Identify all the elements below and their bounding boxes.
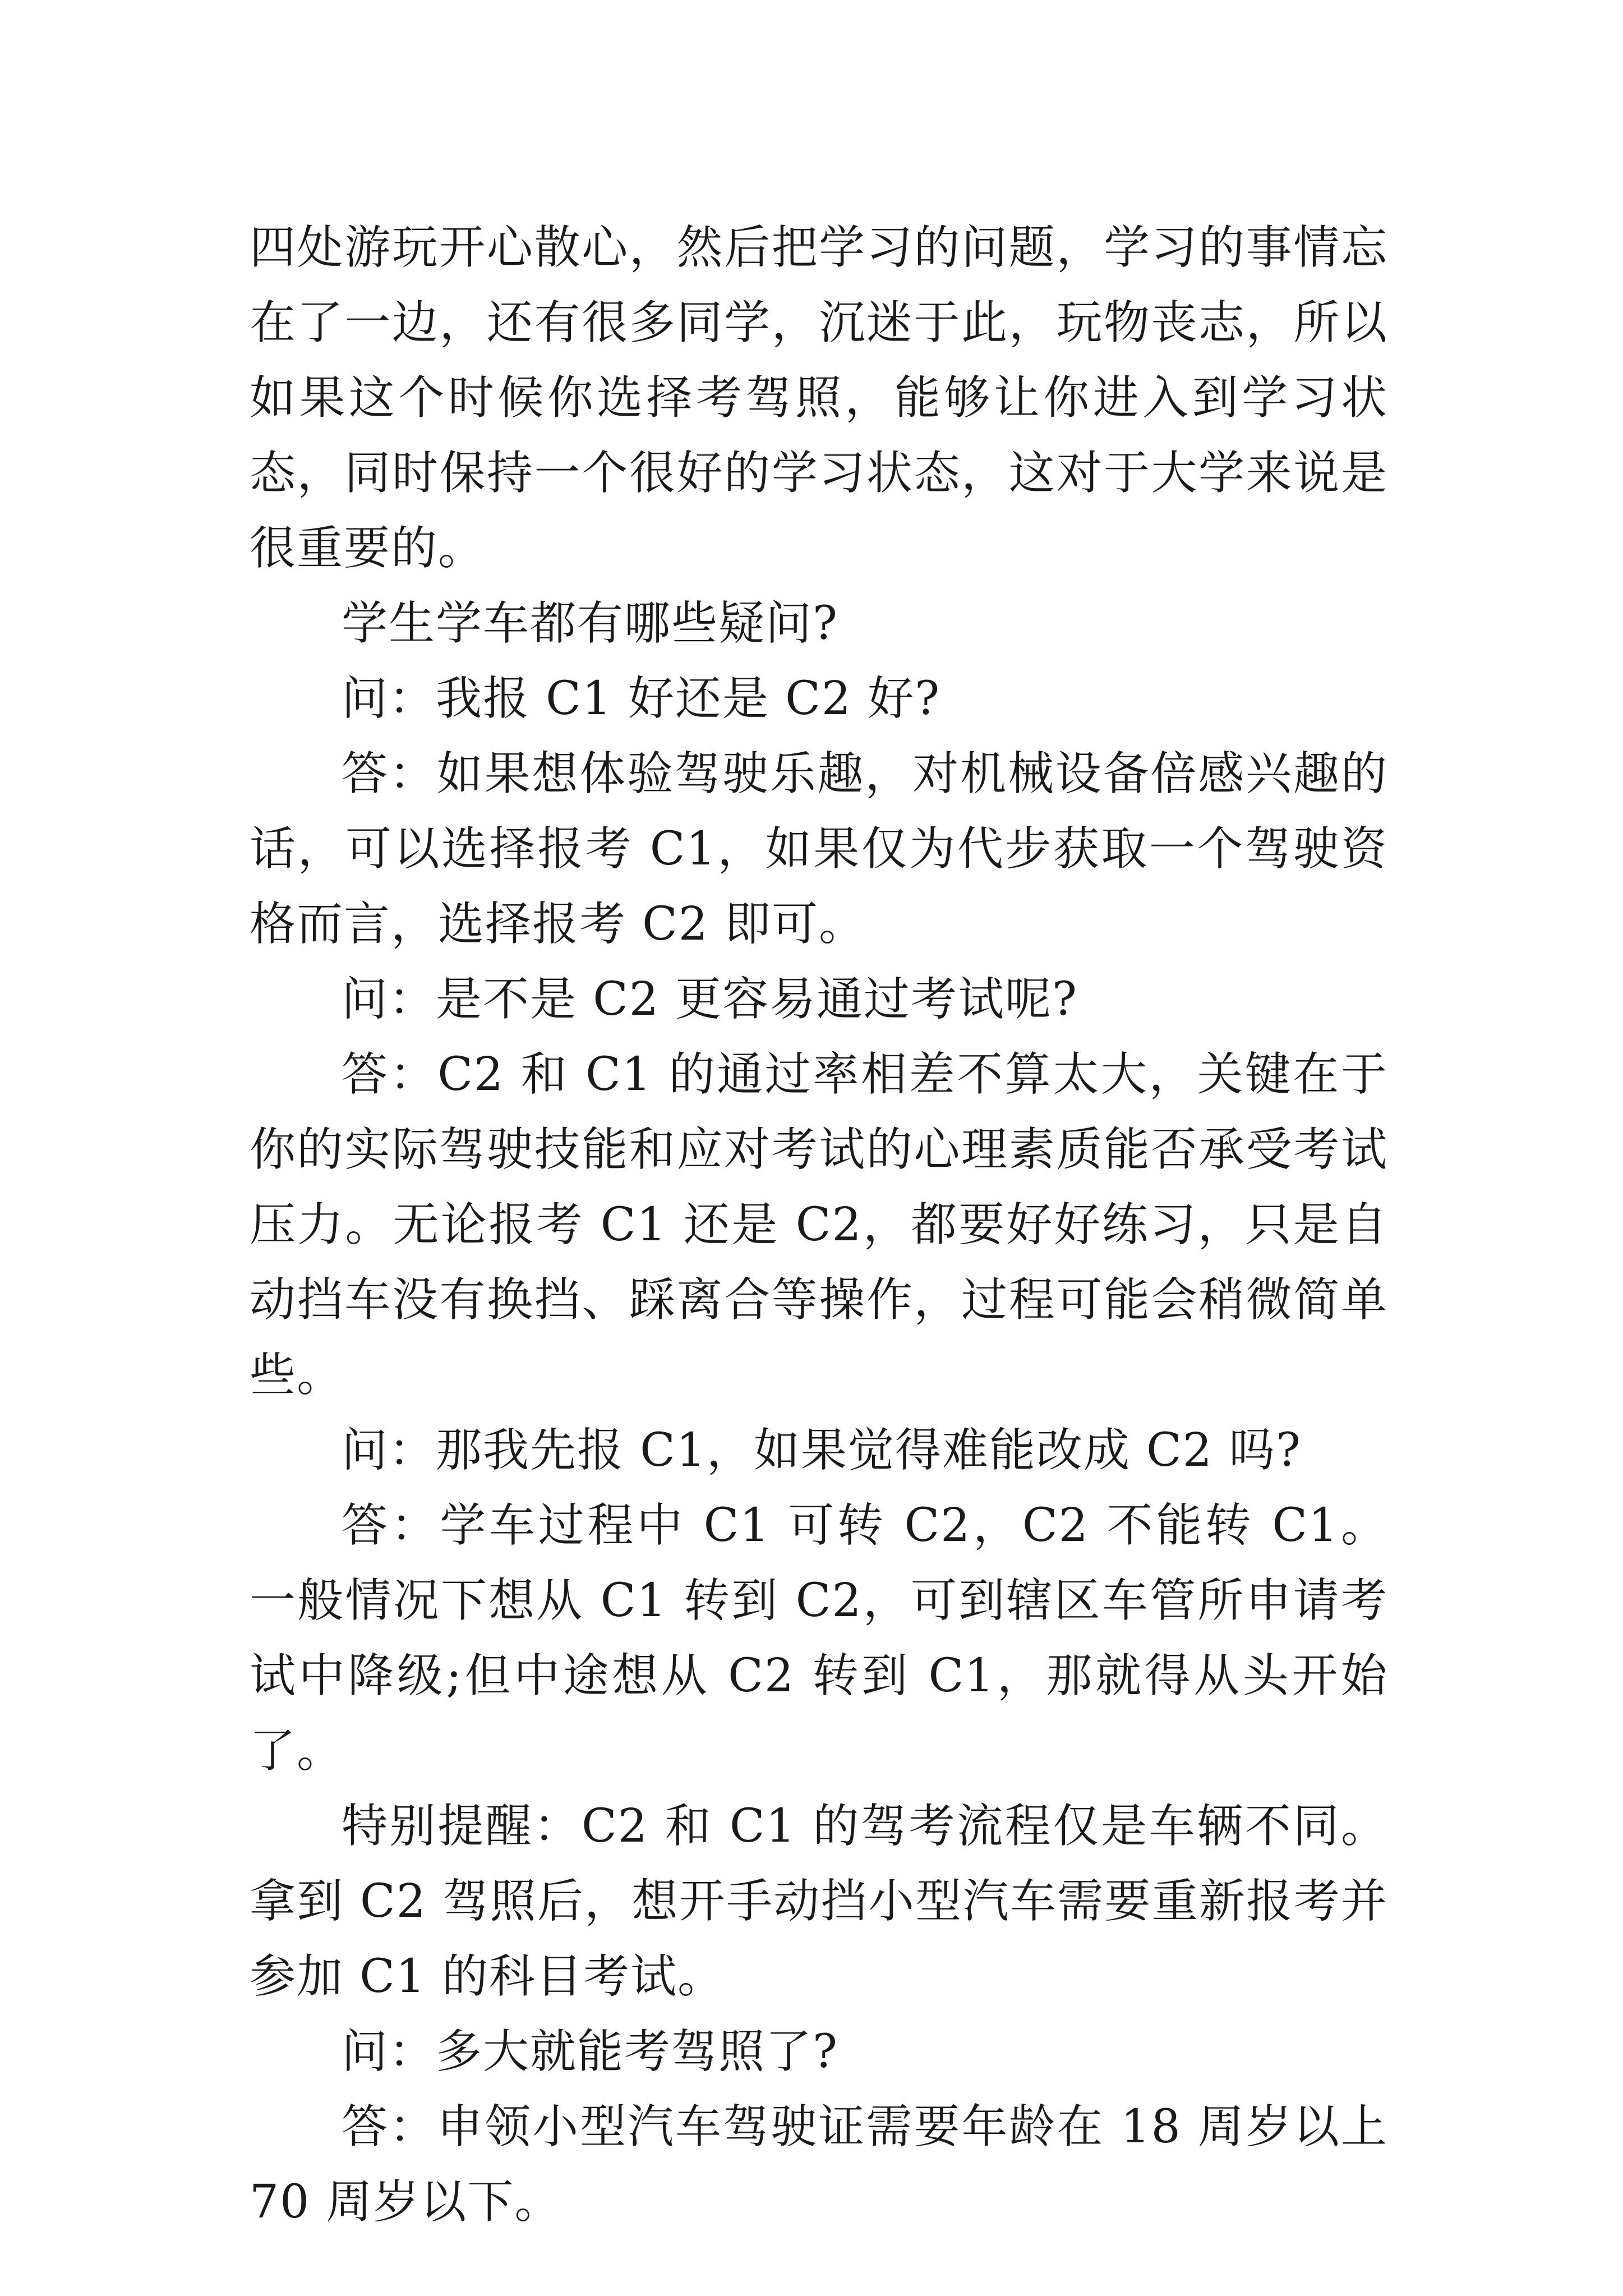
paragraph-section-heading: 学生学车都有哪些疑问? <box>342 597 838 650</box>
paragraph-answer-1: 答：如果想体验驾驶乐趣，对机械设备倍感兴趣的话，可以选择报考 C1，如果仅为代步获取一个驾驶资格而言，选择报考 C2 即可。 <box>250 747 1388 951</box>
paragraph-question-3: 问：那我先报 C1，如果觉得难能改成 C2 吗? <box>342 1424 1302 1477</box>
paragraph-question-2: 问：是不是 C2 更容易通过考试呢? <box>342 973 1078 1026</box>
document-body <box>250 210 1388 2240</box>
paragraph-answer-4: 答：申领小型汽车驾驶证需要年龄在 18 周岁以上 70 周岁以下。 <box>250 2100 1388 2229</box>
paragraph-question-4: 问：多大就能考驾照了? <box>342 2025 838 2078</box>
paragraph-answer-2: 答：C2 和 C1 的通过率相差不算太大，关键在于你的实际驾驶技能和应对考试的心理素质能否承受考试压力。无论报考 C1 还是 C2，都要好好练习，只是自动挡车没有换挡、踩离合等操作，过程可能会稍微简单些。 <box>250 1048 1388 1402</box>
paragraph-question-1: 问：我报 C1 好还是 C2 好? <box>342 672 941 725</box>
paragraph-continuation: 四处游玩开心散心，然后把学习的问题，学习的事情忘在了一边，还有很多同学，沉迷于此，玩物丧志，所以如果这个时候你选择考驾照，能够让你进入到学习状态，同时保持一个很好的学习状态，这对于大学来说是很重要的。 <box>250 221 1388 575</box>
paragraph-answer-3: 答：学车过程中 C1 可转 C2，C2 不能转 C1。一般情况下想从 C1 转到 C2，可到辖区车管所申请考试中降级;但中途想从 C2 转到 C1，那就得从头开始了。 <box>250 1499 1388 1778</box>
paragraph-reminder: 特别提醒：C2 和 C1 的驾考流程仅是车辆不同。拿到 C2 驾照后，想开手动挡小型汽车需要重新报考并参加 C1 的科目考试。 <box>250 1800 1388 2003</box>
